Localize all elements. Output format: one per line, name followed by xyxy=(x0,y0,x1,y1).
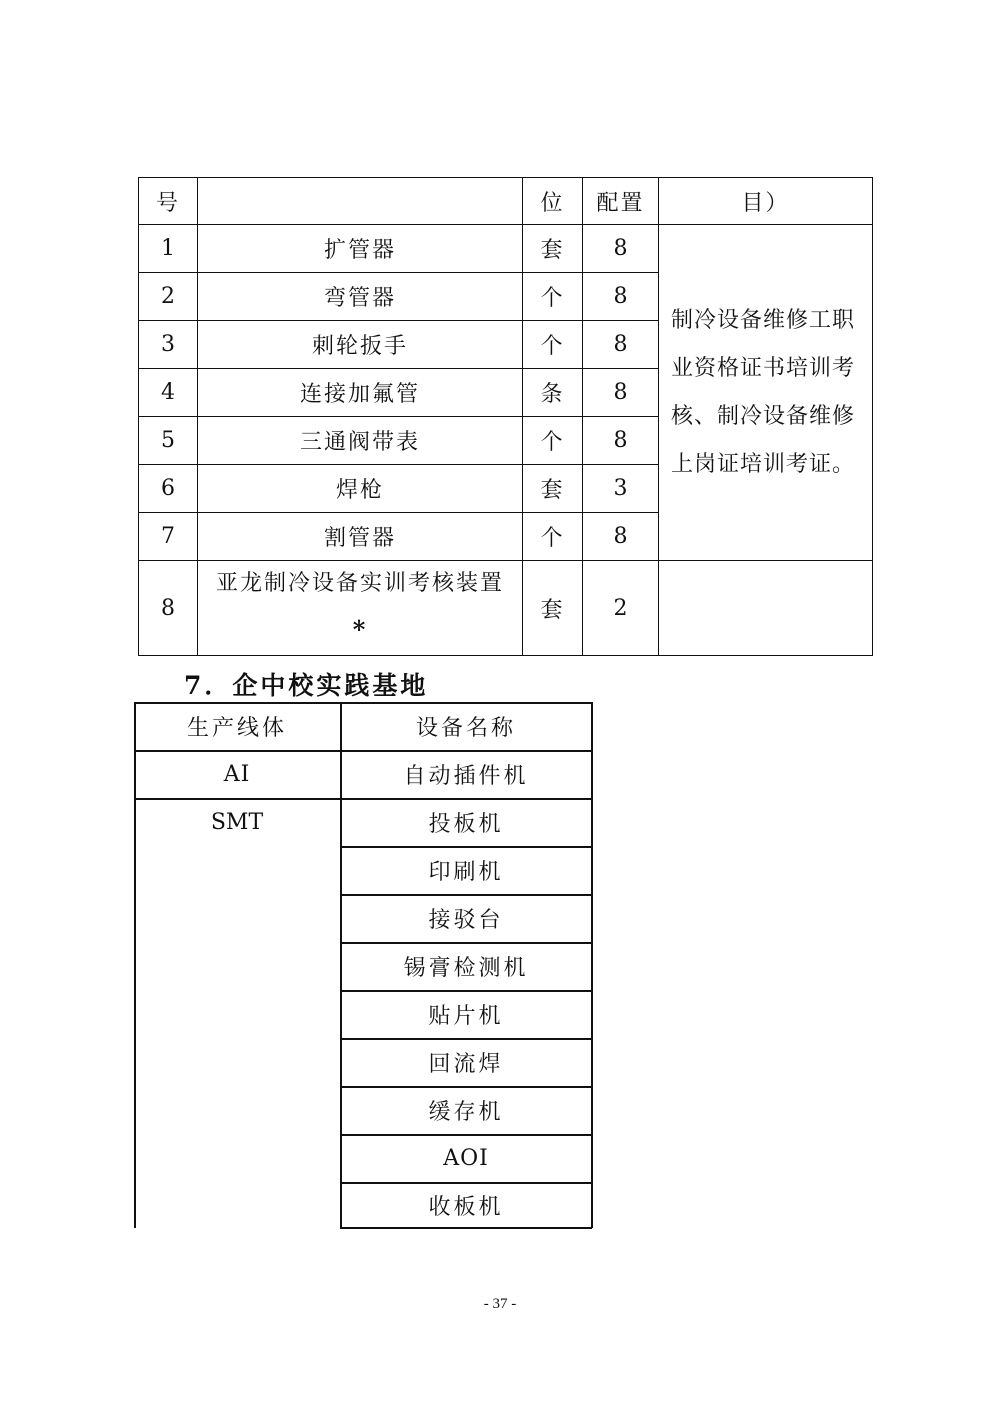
equipment-table xyxy=(138,177,873,656)
row-no: 5 xyxy=(139,417,198,465)
header-qty: 配置 xyxy=(583,178,659,225)
equipment-name: 投板机 xyxy=(428,811,504,837)
row-unit: 个 xyxy=(523,513,583,561)
row-no: 6 xyxy=(139,465,198,513)
row-name: 割管器 xyxy=(198,513,523,561)
purpose-cell: 制冷设备维修工职业资格证书培训考核、制冷设备维修上岗证培训考证。 xyxy=(659,225,873,561)
row-name: 亚龙制冷设备实训考核装置 xyxy=(215,571,504,596)
equipment-name: AOI xyxy=(443,1145,489,1171)
table-header-row xyxy=(139,178,873,225)
equipment-name: 缓存机 xyxy=(428,1099,504,1125)
row-qty: 8 xyxy=(583,369,659,417)
equipment-name: 回流焊 xyxy=(428,1051,504,1077)
row-unit: 个 xyxy=(523,417,583,465)
row-name-mark: * xyxy=(352,615,368,644)
row-unit: 个 xyxy=(523,273,583,321)
equipment-name: 贴片机 xyxy=(428,1003,504,1029)
row-name-multiline xyxy=(198,561,523,656)
row-no: 2 xyxy=(139,273,198,321)
row-name: 焊枪 xyxy=(198,465,523,513)
row-qty: 2 xyxy=(583,561,659,656)
line-name: SMT xyxy=(210,809,264,835)
header-no: 号 xyxy=(139,178,198,225)
row-no: 4 xyxy=(139,369,198,417)
row-unit: 套 xyxy=(523,225,583,273)
row-purpose-empty xyxy=(659,561,873,656)
row-qty: 8 xyxy=(583,273,659,321)
row-name: 三通阀带表 xyxy=(198,417,523,465)
header-name xyxy=(198,178,523,225)
row-qty: 3 xyxy=(583,465,659,513)
row-unit: 套 xyxy=(523,561,583,656)
equipment-name: 锡膏检测机 xyxy=(403,955,529,981)
equipment-name: 收板机 xyxy=(428,1194,504,1220)
row-name: 扩管器 xyxy=(198,225,523,273)
line-name: AI xyxy=(223,761,251,787)
header-purpose: 目） xyxy=(659,178,873,225)
header-line: 生产线体 xyxy=(186,715,287,741)
row-no: 3 xyxy=(139,321,198,369)
row-no: 1 xyxy=(139,225,198,273)
header-unit: 位 xyxy=(523,178,583,225)
row-qty: 8 xyxy=(583,513,659,561)
equipment-name: 印刷机 xyxy=(428,859,504,885)
row-name: 弯管器 xyxy=(198,273,523,321)
header-equipment: 设备名称 xyxy=(415,715,516,741)
section-heading: 7．企中校实践基地 xyxy=(184,671,429,700)
row-no: 7 xyxy=(139,513,198,561)
row-name: 刺轮扳手 xyxy=(198,321,523,369)
row-qty: 8 xyxy=(583,321,659,369)
table-row xyxy=(139,225,873,273)
page-number: - 37 - xyxy=(483,1296,517,1312)
equipment-name: 接驳台 xyxy=(428,907,504,933)
row-no: 8 xyxy=(139,561,198,656)
row-qty: 8 xyxy=(583,417,659,465)
row-unit: 个 xyxy=(523,321,583,369)
row-unit: 条 xyxy=(523,369,583,417)
row-unit: 套 xyxy=(523,465,583,513)
equipment-name: 自动插件机 xyxy=(403,763,529,789)
row-qty: 8 xyxy=(583,225,659,273)
table-row xyxy=(139,561,873,656)
row-name: 连接加氟管 xyxy=(198,369,523,417)
